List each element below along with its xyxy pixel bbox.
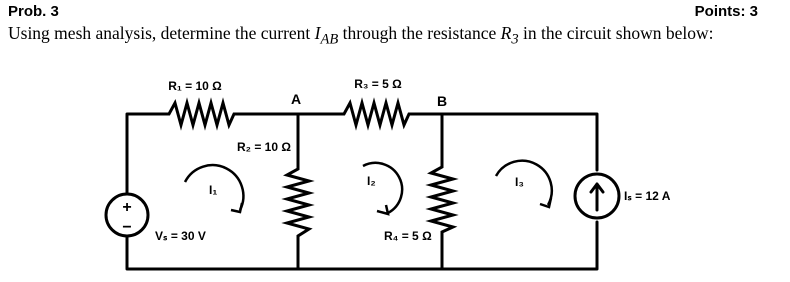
resistor-r4: [431, 164, 453, 236]
points-label: Points: 3: [694, 3, 758, 20]
r1-label: R₁ = 10 Ω: [168, 79, 222, 93]
vs-label: Vₛ = 30 V: [155, 229, 206, 243]
mesh-1-arrowhead-icon: [231, 203, 242, 212]
mesh-1-label: I₁: [209, 183, 218, 197]
voltage-source-plus-sign: +: [122, 199, 132, 216]
mesh-3-label: I₃: [515, 175, 524, 189]
is-label: Iₛ = 12 A: [624, 189, 671, 203]
resistor-subscript: 3: [511, 31, 519, 48]
current-symbol: I: [314, 23, 321, 43]
r3-label: R₃ = 5 Ω: [354, 77, 402, 91]
mesh-2-label: I₂: [367, 174, 376, 188]
r2-label: R₂ = 10 Ω: [237, 140, 291, 154]
node-b-label: B: [437, 93, 448, 109]
current-source-arrow-icon: [591, 184, 603, 210]
voltage-source-minus-sign: −: [122, 219, 132, 236]
resistor-r2: [287, 164, 309, 242]
mesh-2-arrowhead-icon: [377, 205, 388, 214]
r4-label: R₄ = 5 Ω: [384, 229, 432, 243]
question-part-1: Using mesh analysis, determine the current: [8, 23, 315, 43]
resistor-symbol: R: [500, 23, 512, 43]
mesh-3-arrow-icon: [496, 161, 552, 205]
resistor-r3: [338, 103, 413, 125]
resistor-r1: [163, 103, 239, 125]
question-part-3: in the circuit shown below:: [518, 23, 714, 43]
current-subscript: AB: [320, 31, 339, 48]
problem-number: Prob. 3: [8, 3, 59, 20]
left-branch-top-wire: [127, 114, 163, 194]
node-a-label: A: [291, 91, 302, 107]
question-part-2: through the resistance: [338, 23, 501, 43]
